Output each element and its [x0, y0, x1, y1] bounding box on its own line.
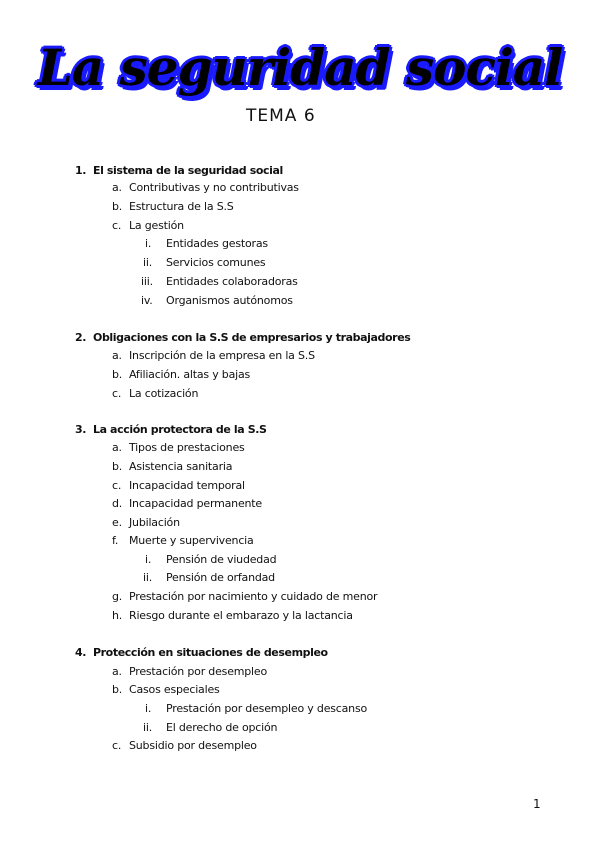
list-marker: 2.	[75, 331, 87, 344]
list-marker: b.	[112, 683, 123, 696]
list-item-text: Jubilación	[129, 516, 180, 529]
list-item-text: Obligaciones con la S.S de empresarios y trabajadores	[93, 331, 411, 344]
list-marker: e.	[112, 516, 122, 529]
list-marker: iv.	[141, 294, 153, 307]
list-item-text: La gestión	[129, 219, 184, 232]
list-item-text: La acción protectora de la S.S	[93, 423, 267, 436]
list-marker: f.	[112, 534, 119, 547]
list-item-text: Pensión de orfandad	[166, 571, 275, 584]
document-subtitle: TEMA 6	[246, 106, 316, 126]
list-item-text: Casos especiales	[129, 683, 220, 696]
list-item-text: Prestación por desempleo	[129, 665, 268, 678]
list-marker: g.	[112, 590, 123, 603]
list-marker: 4.	[75, 646, 87, 659]
list-marker: ii.	[143, 256, 153, 269]
list-marker: a.	[112, 441, 122, 454]
list-item-text: Protección en situaciones de desempleo	[93, 646, 328, 659]
list-marker: ii.	[143, 571, 153, 584]
list-item-text: Inscripción de la empresa en la S.S	[129, 349, 315, 362]
list-item-text: Incapacidad temporal	[129, 479, 245, 492]
list-marker: ii.	[143, 721, 153, 734]
list-marker: iii.	[141, 275, 153, 288]
list-marker: c.	[112, 739, 122, 752]
list-item-text: Pensión de viudedad	[166, 553, 277, 566]
list-marker: a.	[112, 665, 122, 678]
list-item-text: El derecho de opción	[166, 721, 278, 734]
list-marker: i.	[145, 702, 152, 715]
list-item-text: Asistencia sanitaria	[129, 460, 233, 473]
list-marker: c.	[112, 479, 122, 492]
list-item-text: Prestación por desempleo y descanso	[166, 702, 368, 715]
list-item-text: Organismos autónomos	[166, 294, 293, 307]
list-marker: a.	[112, 349, 122, 362]
list-item-text: Incapacidad permanente	[129, 497, 262, 510]
list-item-text: Servicios comunes	[166, 256, 266, 269]
list-item-text: Afiliación. altas y bajas	[129, 368, 251, 381]
list-item-text: Prestación por nacimiento y cuidado de menor	[129, 590, 378, 603]
list-marker: h.	[112, 609, 123, 622]
list-marker: 1.	[75, 164, 87, 177]
document-title: La seguridad social	[37, 38, 563, 97]
list-marker: i.	[145, 553, 152, 566]
list-item-text: Riesgo durante el embarazo y la lactancia	[129, 609, 353, 622]
list-marker: b.	[112, 460, 123, 473]
list-item-text: Contributivas y no contributivas	[129, 181, 299, 194]
list-marker: a.	[112, 181, 122, 194]
list-marker: b.	[112, 368, 123, 381]
list-item-text: Entidades gestoras	[166, 237, 268, 250]
list-item-text: Muerte y supervivencia	[129, 534, 254, 547]
list-item-text: Tipos de prestaciones	[129, 441, 245, 454]
list-marker: c.	[112, 387, 122, 400]
list-marker: 3.	[75, 423, 87, 436]
list-marker: c.	[112, 219, 122, 232]
list-marker: i.	[145, 237, 152, 250]
list-item-text: La cotización	[129, 387, 199, 400]
list-marker: b.	[112, 200, 123, 213]
page-number: 1	[533, 797, 541, 811]
list-item-text: Subsidio por desempleo	[129, 739, 257, 752]
list-item-text: Entidades colaboradoras	[166, 275, 298, 288]
list-item-text: El sistema de la seguridad social	[93, 164, 283, 177]
list-marker: d.	[112, 497, 123, 510]
list-item-text: Estructura de la S.S	[129, 200, 234, 213]
